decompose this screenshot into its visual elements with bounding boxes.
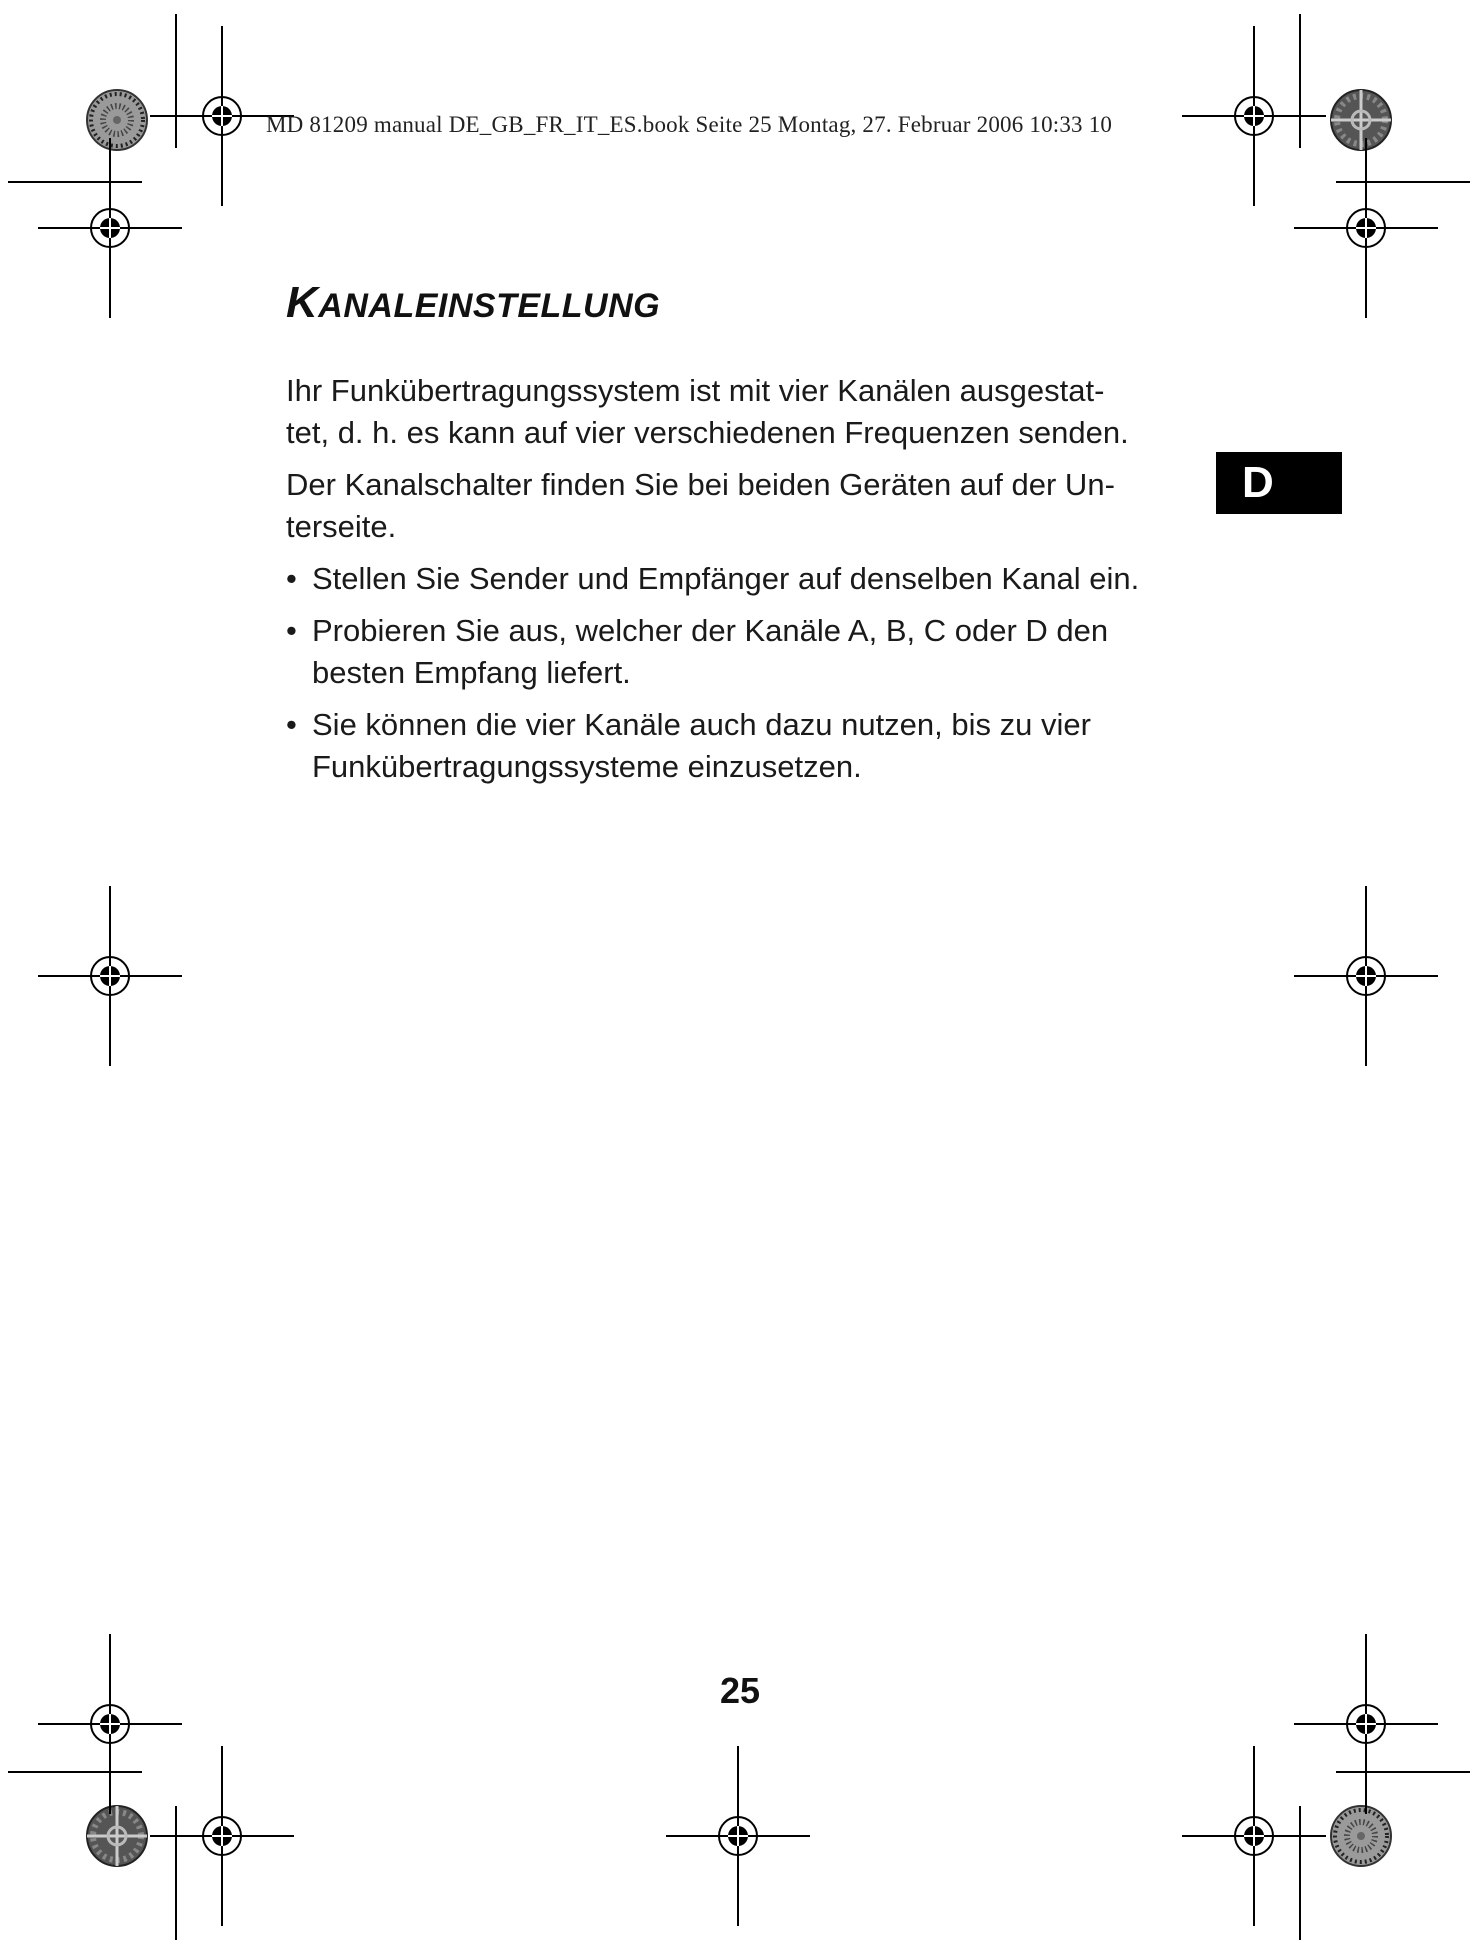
language-tab: D [1216, 452, 1342, 514]
list-item-text: Probieren Sie aus, welcher der Kanäle A, B, C oder D den besten Empfang liefert. [312, 613, 1109, 690]
color-wheel-icon [1331, 90, 1391, 150]
page-number: 25 [719, 1670, 761, 1711]
print-slug-header: MD 81209 manual DE_GB_FR_IT_ES.book Seite 25 Montag, 27. Februar 2006 10:33 10 [266, 112, 1113, 137]
color-wheel-icon [87, 1806, 147, 1866]
list-item-text: Sie können die vier Kanäle auch dazu nutzen, bis zu vier Funkübertragungssysteme einzusetzen. [312, 707, 1091, 784]
registration-mark-icon [1182, 26, 1326, 206]
list-item [286, 610, 1196, 694]
registration-mark-icon [38, 886, 182, 1066]
registration-mark-icon [1182, 1746, 1326, 1926]
star-target-icon [1331, 1806, 1391, 1866]
bullet-icon: • [286, 561, 297, 596]
registration-mark-icon [1294, 886, 1438, 1066]
registration-mark-icon [38, 1634, 182, 1814]
registration-mark-icon [38, 138, 182, 318]
instruction-list [286, 558, 1196, 788]
list-item-text: Stellen Sie Sender und Empfänger auf denselben Kanal ein. [312, 561, 1140, 596]
body-text [286, 370, 1196, 798]
registration-mark-icon [666, 1746, 810, 1926]
registration-mark-icon [1294, 138, 1438, 318]
list-item [286, 558, 1196, 600]
paragraph-channels: Ihr Funkübertragungssystem ist mit vier Kanälen ausgestat- tet, d. h. es kann auf vier verschiedenen Frequenzen senden. [286, 373, 1129, 450]
section-title [286, 278, 660, 328]
title-rest: ANALEINSTELLUNG [318, 287, 661, 325]
bullet-icon: • [286, 613, 297, 648]
registration-mark-icon [150, 1746, 294, 1926]
star-target-icon [87, 90, 147, 150]
list-item [286, 704, 1196, 788]
paragraph-switch-location: Der Kanalschalter finden Sie bei beiden Geräten auf der Un- terseite. [286, 467, 1115, 544]
registration-mark-icon [1294, 1634, 1438, 1814]
bullet-icon: • [286, 707, 297, 742]
title-first-letter: K [286, 278, 319, 327]
